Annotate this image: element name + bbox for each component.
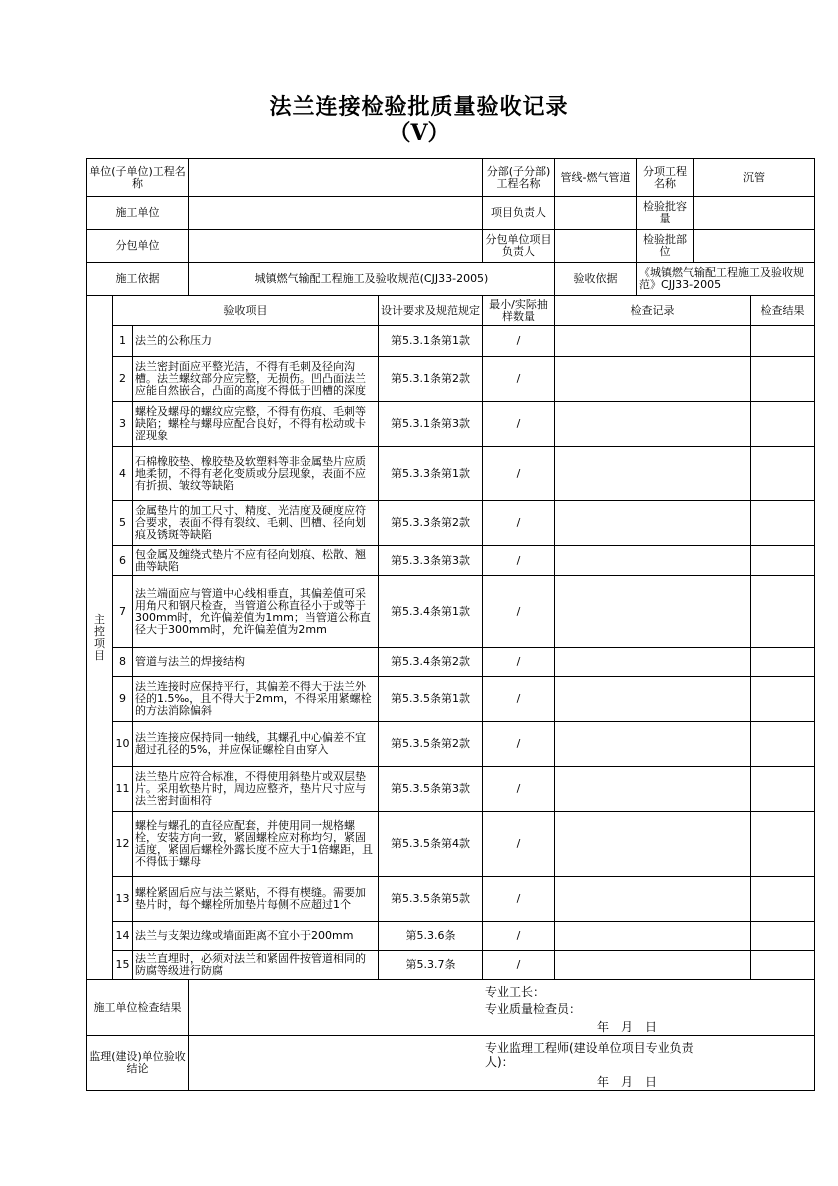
item-clause: 第5.3.3条第3款 [379, 546, 483, 576]
item-row [87, 812, 815, 877]
item-sampling[interactable]: / [483, 326, 555, 357]
item-row [87, 326, 815, 357]
item-clause: 第5.3.4条第2款 [379, 648, 483, 677]
item-clause: 第5.3.1条第1款 [379, 326, 483, 357]
item-check-record[interactable] [555, 326, 751, 357]
item-check-record[interactable] [555, 546, 751, 576]
item-clause: 第5.3.1条第2款 [379, 357, 483, 402]
supervision-label: 监理(建设)单位验收结论 [87, 1036, 189, 1091]
item-check-result[interactable] [751, 767, 815, 812]
batch-location-label: 检验批部位 [637, 230, 694, 263]
item-clause: 第5.3.5条第1款 [379, 677, 483, 722]
item-description: 法兰连接应保持同一轴线，其螺孔中心偏差不宜超过孔径的5%，并应保证螺栓自由穿入 [133, 722, 379, 767]
item-check-result[interactable] [751, 402, 815, 447]
engineer-label: 专业监理工程师(建设单位项目专业负责人)： [485, 1041, 694, 1069]
item-description: 法兰与支架边缘或墙面距离不宜小于200mm [133, 922, 379, 951]
item-check-record[interactable] [555, 576, 751, 648]
page-subtitle: （Ⅴ） [388, 120, 450, 146]
item-check-result[interactable] [751, 922, 815, 951]
header-row-subcontractor [87, 230, 815, 263]
subcontractor-leader-value[interactable] [555, 230, 637, 263]
acceptance-form [86, 158, 815, 1091]
item-check-result[interactable] [751, 576, 815, 648]
item-number: 7 [113, 576, 133, 648]
col-header-result: 检查结果 [751, 296, 815, 326]
item-number: 5 [113, 501, 133, 546]
item-sampling[interactable]: / [483, 447, 555, 501]
item-description: 石棉橡胶垫、橡胶垫及软塑料等非金属垫片应质地柔韧，不得有老化变质或分层现象，表面不应有折损、皱纹等缺陷 [133, 447, 379, 501]
main-control-label-cell [87, 296, 113, 980]
foreman-label: 专业工长： [485, 985, 546, 999]
item-row [87, 877, 815, 922]
item-check-record[interactable] [555, 648, 751, 677]
item-check-result[interactable] [751, 447, 815, 501]
inspector-label: 专业质量检查员： [485, 1002, 582, 1016]
item-number: 4 [113, 447, 133, 501]
item-description: 螺栓紧固后应与法兰紧贴，不得有楔缝。需要加垫片时，每个螺栓所加垫片每侧不应超过1个 [133, 877, 379, 922]
item-check-record[interactable] [555, 447, 751, 501]
item-description: 包金属及缠绕式垫片不应有径向划痕、松散、翘曲等缺陷 [133, 546, 379, 576]
item-check-record[interactable] [555, 951, 751, 980]
item-check-result[interactable] [751, 677, 815, 722]
item-sampling[interactable]: / [483, 722, 555, 767]
subcontractor-leader-label: 分包单位项目负责人 [483, 230, 555, 263]
item-check-record[interactable] [555, 922, 751, 951]
main-control-char: 项 [94, 636, 105, 650]
batch-capacity-value[interactable] [694, 197, 815, 230]
construction-basis-value: 城镇燃气输配工程施工及验收规范(CJJ33-2005) [189, 263, 555, 296]
item-description: 法兰垫片应符合标准，不得使用斜垫片或双层垫片。采用软垫片时，周边应整齐，垫片尺寸应与法兰密封面相符 [133, 767, 379, 812]
item-check-record[interactable] [555, 402, 751, 447]
item-check-result[interactable] [751, 357, 815, 402]
item-check-record[interactable] [555, 357, 751, 402]
item-description: 法兰密封面应平整光洁，不得有毛刺及径向沟槽。法兰螺纹部分应完整，无损伤。凹凸面法兰应能自然嵌合，凸面的高度不得低于凹槽的深度 [133, 357, 379, 402]
item-number: 2 [113, 357, 133, 402]
subcontractor-label: 分包单位 [87, 230, 189, 263]
item-row [87, 648, 815, 677]
item-check-result[interactable] [751, 722, 815, 767]
item-description: 法兰连接时应保持平行，其偏差不得大于法兰外径的1.5‰，且不得大于2mm，不得采用紧螺栓的方法消除偏斜 [133, 677, 379, 722]
item-number: 15 [113, 951, 133, 980]
subitem-name-value[interactable]: 沉管 [694, 159, 815, 197]
item-check-result[interactable] [751, 951, 815, 980]
supervision-signature[interactable] [189, 1036, 815, 1091]
item-sampling[interactable]: / [483, 501, 555, 546]
item-description: 金属垫片的加工尺寸、精度、光洁度及硬度应符合要求，表面不得有裂纹、毛刺、凹槽、径向划痕及锈斑等缺陷 [133, 501, 379, 546]
item-sampling[interactable]: / [483, 677, 555, 722]
col-header-sampling: 最小/实际抽样数量 [483, 296, 555, 326]
batch-capacity-label: 检验批容量 [637, 197, 694, 230]
item-number: 9 [113, 677, 133, 722]
construction-check-label: 施工单位检查结果 [87, 980, 189, 1036]
item-description: 螺栓及螺母的螺纹应完整，不得有伤痕、毛刺等缺陷；螺栓与螺母应配合良好，不得有松动或卡涩现象 [133, 402, 379, 447]
item-description: 管道与法兰的焊接结构 [133, 648, 379, 677]
col-header-design: 设计要求及规范规定 [379, 296, 483, 326]
item-check-result[interactable] [751, 812, 815, 877]
item-check-result[interactable] [751, 326, 815, 357]
item-sampling[interactable]: / [483, 402, 555, 447]
item-check-record[interactable] [555, 677, 751, 722]
item-sampling[interactable]: / [483, 648, 555, 677]
main-control-char: 目 [94, 648, 105, 662]
item-description: 法兰的公称压力 [133, 326, 379, 357]
item-description: 螺栓与螺孔的直径应配套，并使用同一规格螺栓，安装方向一致，紧固螺栓应对称均匀，紧固适度，紧固后螺栓外露长度不应大于1倍螺距，且不得低于螺母 [133, 812, 379, 877]
item-row [87, 951, 815, 980]
check-date: 年 月 日 [597, 1020, 658, 1034]
item-number: 6 [113, 546, 133, 576]
item-clause: 第5.3.4条第1款 [379, 576, 483, 648]
item-row [87, 767, 815, 812]
item-sampling[interactable]: / [483, 546, 555, 576]
project-leader-value[interactable] [555, 197, 637, 230]
item-check-result[interactable] [751, 546, 815, 576]
item-row [87, 447, 815, 501]
column-header-row [87, 296, 815, 326]
item-check-result[interactable] [751, 648, 815, 677]
item-check-record[interactable] [555, 501, 751, 546]
item-row [87, 677, 815, 722]
item-sampling[interactable]: / [483, 576, 555, 648]
header-row-construction [87, 197, 815, 230]
item-row [87, 722, 815, 767]
item-description: 法兰直埋时，必须对法兰和紧固件按管道相同的防腐等级进行防腐 [133, 951, 379, 980]
item-check-record[interactable] [555, 722, 751, 767]
item-number: 8 [113, 648, 133, 677]
unit-name-value[interactable] [189, 159, 483, 197]
supervision-date: 年 月 日 [597, 1075, 658, 1089]
project-leader-label: 项目负责人 [483, 197, 555, 230]
item-clause: 第5.3.3条第1款 [379, 447, 483, 501]
construction-check-signature[interactable] [189, 980, 815, 1036]
division-name-label: 分部(子分部)工程名称 [483, 159, 555, 197]
header-row-basis [87, 263, 815, 296]
construction-basis-label: 施工依据 [87, 263, 189, 296]
batch-location-value[interactable] [694, 230, 815, 263]
item-number: 14 [113, 922, 133, 951]
supervision-row [87, 1036, 815, 1091]
page-title: 法兰连接检验批质量验收记录 [269, 94, 569, 120]
item-clause: 第5.3.3条第2款 [379, 501, 483, 546]
construction-check-row [87, 980, 815, 1036]
item-check-record[interactable] [555, 767, 751, 812]
item-row [87, 402, 815, 447]
item-number: 1 [113, 326, 133, 357]
item-check-record[interactable] [555, 877, 751, 922]
item-number: 12 [113, 812, 133, 877]
item-sampling[interactable]: / [483, 767, 555, 812]
item-clause: 第5.3.5条第2款 [379, 722, 483, 767]
col-header-item: 验收项目 [113, 296, 379, 326]
item-number: 11 [113, 767, 133, 812]
item-number: 10 [113, 722, 133, 767]
subitem-name-label: 分项工程名称 [637, 159, 694, 197]
item-row [87, 922, 815, 951]
item-sampling[interactable]: / [483, 922, 555, 951]
item-check-result[interactable] [751, 877, 815, 922]
item-clause: 第5.3.5条第4款 [379, 812, 483, 877]
item-clause: 第5.3.1条第3款 [379, 402, 483, 447]
acceptance-basis-value: 《城镇燃气输配工程施工及验收规范》CJJ33-2005 [637, 263, 815, 296]
item-number: 13 [113, 877, 133, 922]
construction-unit-value[interactable] [189, 197, 483, 230]
item-sampling[interactable]: / [483, 357, 555, 402]
acceptance-basis-label: 验收依据 [555, 263, 637, 296]
item-clause: 第5.3.6条 [379, 922, 483, 951]
item-check-result[interactable] [751, 501, 815, 546]
item-sampling[interactable]: / [483, 812, 555, 877]
item-check-record[interactable] [555, 812, 751, 877]
item-row [87, 576, 815, 648]
division-name-value[interactable]: 管线-燃气管道 [555, 159, 637, 197]
item-sampling[interactable]: / [483, 877, 555, 922]
item-row [87, 546, 815, 576]
construction-unit-label: 施工单位 [87, 197, 189, 230]
unit-name-label: 单位(子单位)工程名称 [87, 159, 189, 197]
item-clause: 第5.3.7条 [379, 951, 483, 980]
item-clause: 第5.3.5条第5款 [379, 877, 483, 922]
subcontractor-value[interactable] [189, 230, 483, 263]
item-row [87, 357, 815, 402]
item-number: 3 [113, 402, 133, 447]
item-sampling[interactable]: / [483, 951, 555, 980]
header-row-unit [87, 159, 815, 197]
main-control-char: 主 [94, 612, 105, 626]
col-header-record: 检查记录 [555, 296, 751, 326]
item-clause: 第5.3.5条第3款 [379, 767, 483, 812]
item-description: 法兰端面应与管道中心线相垂直，其偏差值可采用角尺和钢尺检查，当管道公称直径小于或等于300mm时，允许偏差值为1mm；当管道公称直径大于300mm时，允许偏差值为2mm [133, 576, 379, 648]
main-control-char: 控 [94, 624, 105, 638]
item-row [87, 501, 815, 546]
